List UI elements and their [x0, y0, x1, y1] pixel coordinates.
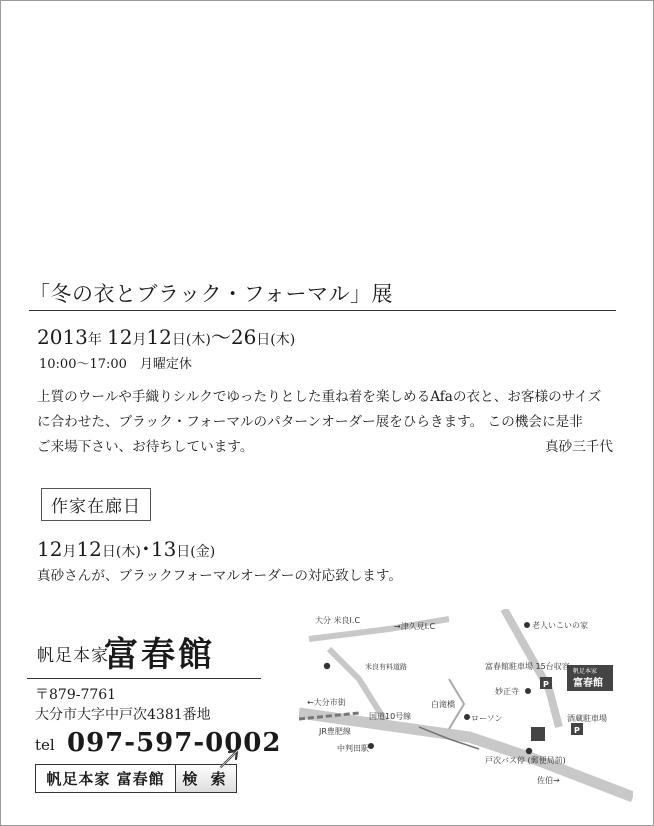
cursor-arrow-icon — [217, 745, 243, 771]
map-label: 中判田駅 — [337, 744, 369, 753]
artist-days-note: 真砂さんが、ブラックフォーマルオーダーの対応致します。 — [37, 568, 402, 584]
map-label: JR豊肥線 — [319, 727, 351, 736]
map-label: 富春館駐車場 15台収容 — [485, 662, 570, 671]
description-line: 上質のウールや手織りシルクでゆったりとした重ね着を楽しめるAfaの衣と、お客様のサイズ — [37, 389, 602, 405]
map-label: 妙正寺 — [495, 687, 519, 696]
month-unit: 月 — [62, 544, 77, 560]
start-weekday: (木) — [185, 332, 211, 348]
map-bus-marker — [526, 748, 532, 754]
day-2: 13 — [150, 537, 177, 561]
map-store-marker — [531, 727, 545, 741]
opening-hours: 10:00～17:00 月曜定休 — [39, 357, 192, 372]
search-button[interactable]: 検 索 — [176, 765, 236, 792]
author-signature: 真砂三千代 — [545, 439, 613, 455]
map-parking-label: P — [574, 726, 580, 735]
artist-days-badge: 作家在廊日 — [41, 488, 151, 521]
description-line: ご来場下さい、お待ちしています。 — [37, 439, 254, 455]
map-label: 白滝橋 — [431, 700, 455, 709]
map-lawson-marker — [464, 714, 470, 720]
map-label: 大分 米良I.C — [315, 616, 361, 625]
exhibition-dates — [37, 321, 295, 350]
month: 12 — [107, 325, 133, 349]
description-line: に合わせた、ブラック・フォーマルのパターンオーダー展をひらきます。 この機会に是非 — [37, 414, 583, 430]
day-unit: 日 — [176, 544, 191, 560]
map-ic-marker — [324, 663, 330, 669]
brand-subtitle: 帆足本家 — [37, 646, 109, 666]
search-query-text: 帆足本家 富春館 — [36, 765, 176, 792]
day-1: 12 — [76, 537, 102, 561]
map-label: 老人いこいの家 — [532, 621, 588, 630]
map-sign-main: 富春館 — [573, 678, 603, 689]
month-unit: 月 — [132, 332, 147, 348]
year-unit: 年 — [87, 332, 102, 348]
start-day: 12 — [146, 325, 172, 349]
map-label: →津久見I.C — [394, 622, 436, 631]
map-label: ←大分市街 — [307, 698, 346, 707]
phone-number[interactable]: 097-597-0002 — [67, 728, 282, 758]
map-label: 佐伯→ — [537, 776, 560, 785]
access-map — [299, 609, 633, 809]
map-elderly-marker — [524, 622, 530, 628]
map-store-sign — [567, 665, 613, 691]
end-day: 26 — [230, 325, 257, 349]
map-label: 戸次バス停 (郵便局前) — [485, 756, 566, 765]
map-label: 国道10号線 — [369, 712, 412, 721]
weekday-1: (木) — [115, 544, 141, 560]
postal-code: 〒879-7761 — [35, 687, 117, 703]
artist-days-dates — [37, 533, 215, 562]
exhibition-title: 「冬の衣とブラック・フォーマル」展 — [29, 282, 394, 306]
brand-divider — [27, 678, 261, 679]
map-label: 酒蔵駐車場 — [567, 714, 607, 723]
search-box[interactable] — [35, 764, 237, 793]
map-myoshoji-marker — [525, 688, 531, 694]
day-unit: 日 — [101, 544, 116, 560]
weekday-2: (金) — [190, 544, 216, 560]
brand-logo-text: 富春館 — [104, 635, 215, 675]
end-day-unit: 日 — [256, 332, 271, 348]
description — [37, 385, 617, 460]
map-label: 米良有料道路 — [365, 663, 407, 671]
range-separator: ～ — [210, 325, 231, 349]
day-unit: 日 — [171, 332, 186, 348]
day-separator: ･ — [140, 537, 151, 561]
map-label: ローソン — [471, 714, 503, 723]
street-address: 大分市大字中戸次4381番地 — [35, 707, 211, 723]
month: 12 — [37, 537, 63, 561]
map-parking-label: P — [543, 680, 549, 689]
tel-label: tel — [35, 736, 55, 754]
title-divider — [29, 310, 616, 311]
end-weekday: (木) — [270, 332, 296, 348]
year: 2013 — [37, 325, 88, 349]
map-sign-sub: 帆足本家 — [573, 668, 598, 675]
